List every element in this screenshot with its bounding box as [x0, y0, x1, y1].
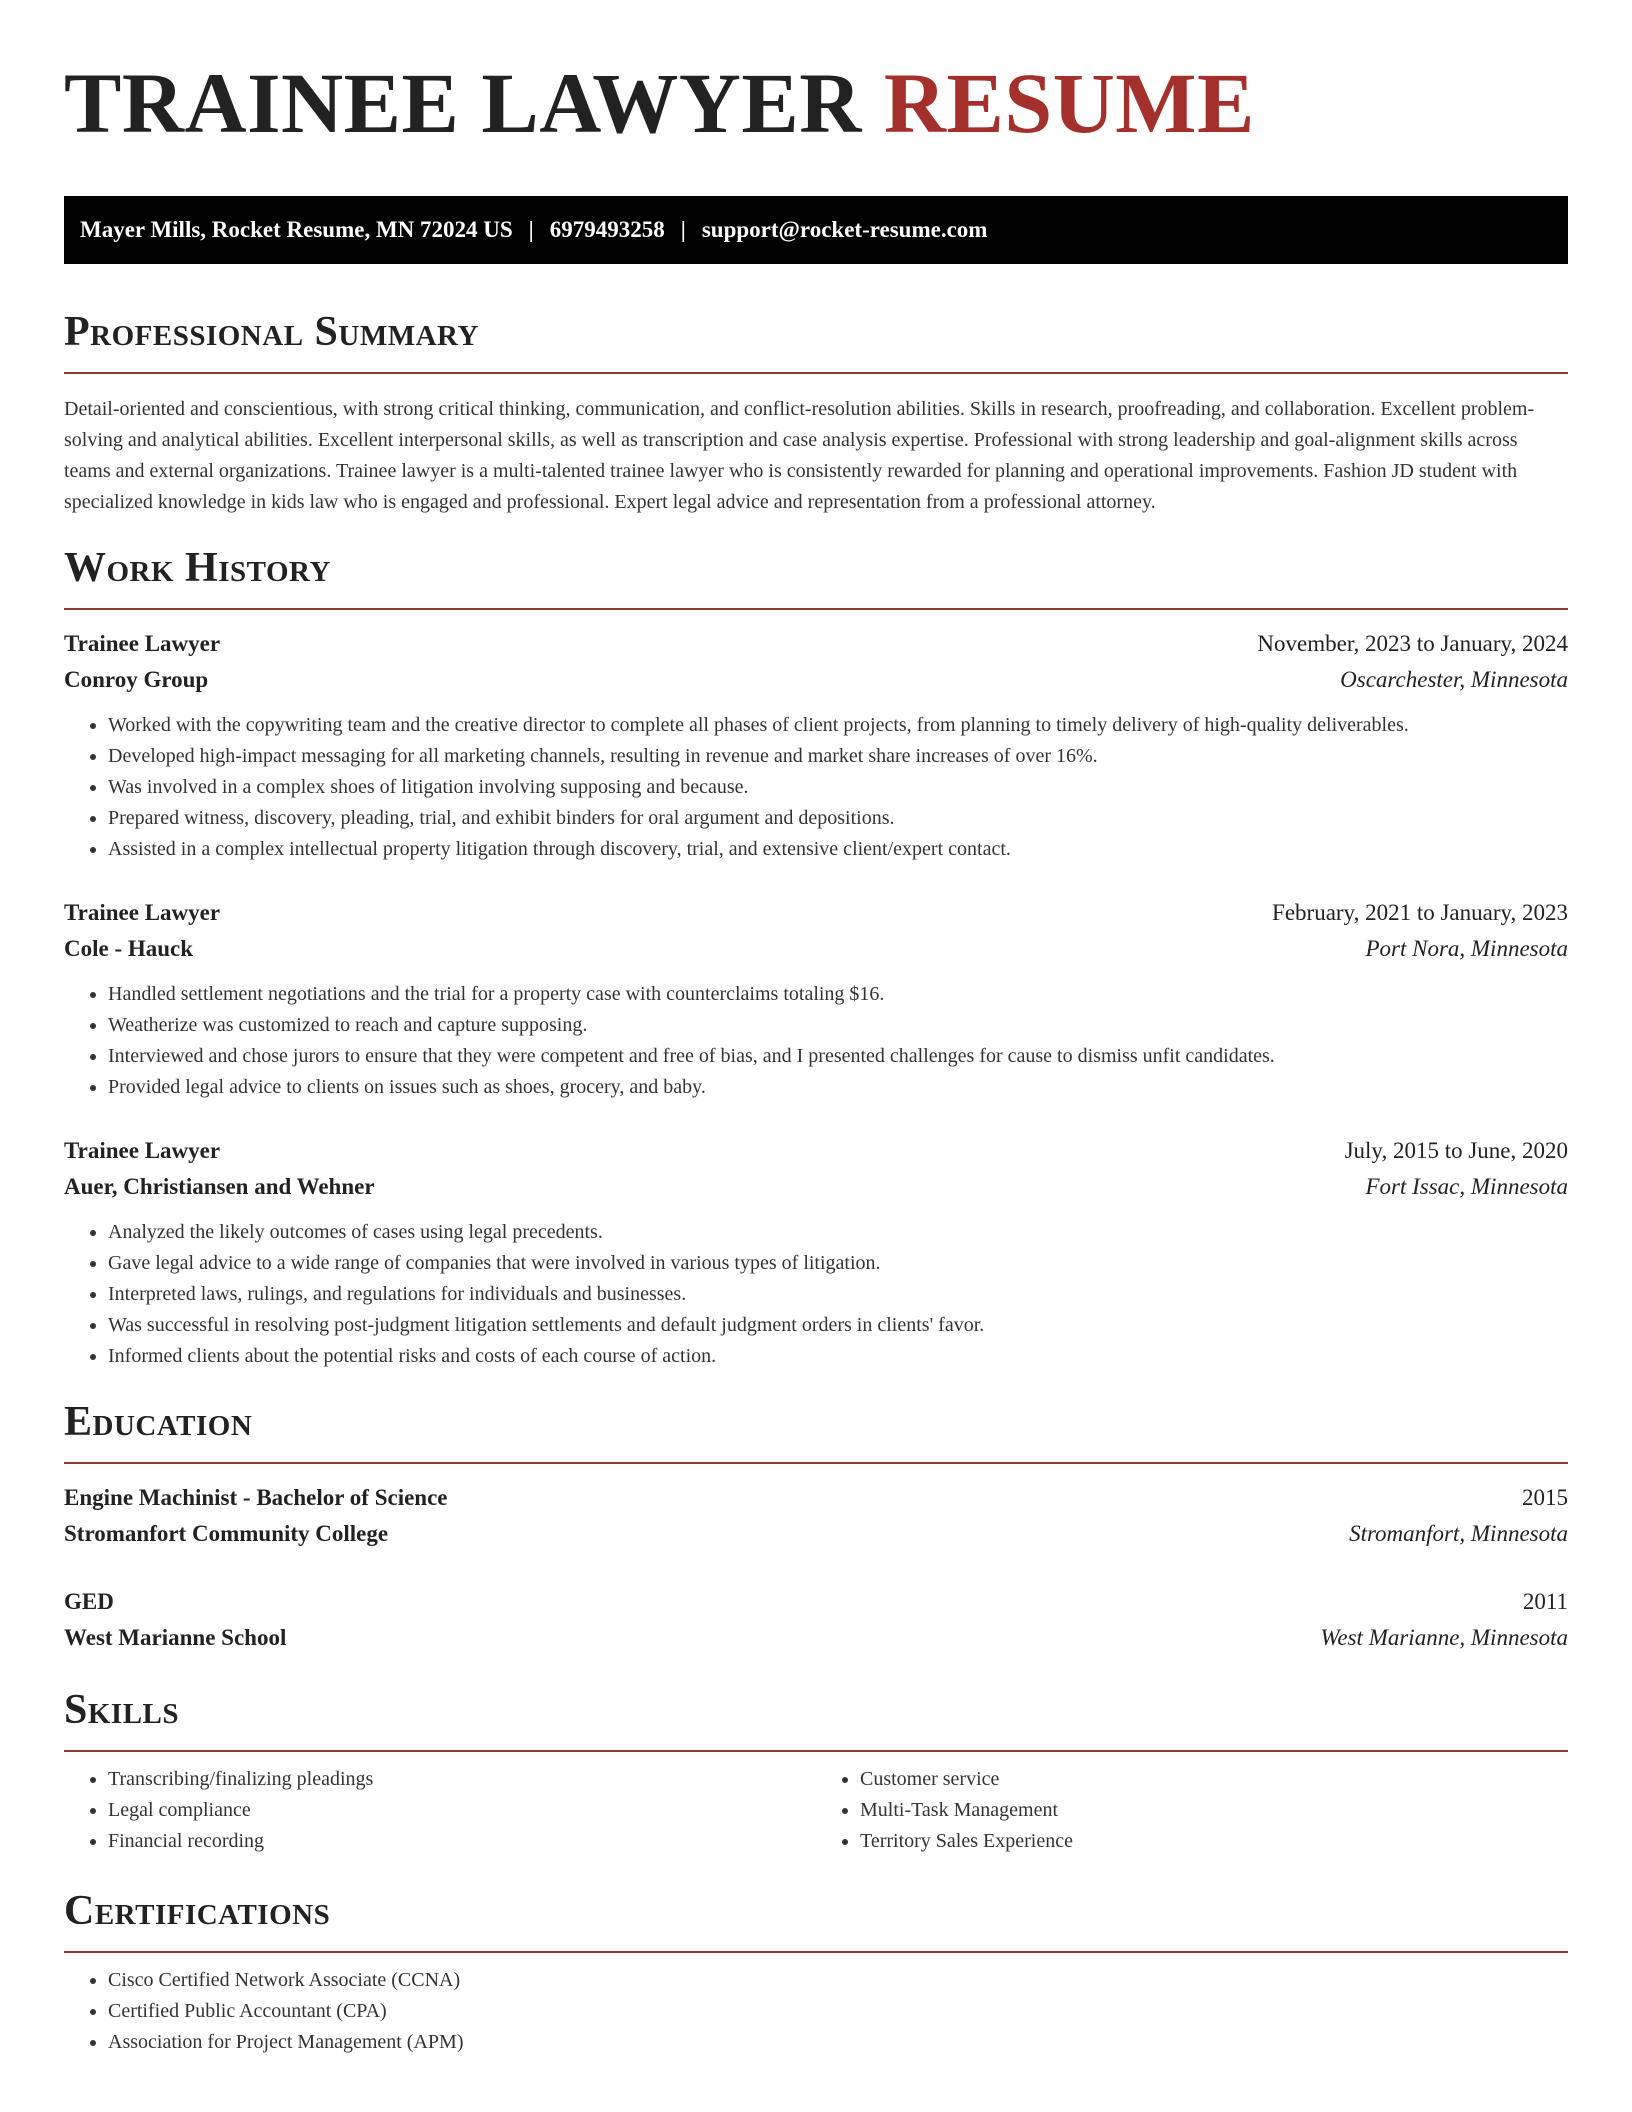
skills-list-right: [816, 1764, 1568, 1857]
skills-section: [64, 1686, 1568, 1857]
job-bullet: • Interpreted laws, rulings, and regulations for individuals and businesses.: [108, 1279, 1568, 1310]
skill-item: • Legal compliance: [108, 1795, 816, 1826]
job-bullet: • Analyzed the likely outcomes of cases using legal precedents.: [108, 1217, 1568, 1248]
certifications-list: [64, 1965, 1568, 2058]
job-header-row: [64, 626, 1568, 662]
section-heading-skills: Skills: [64, 1687, 180, 1733]
job-location: Oscarchester, Minnesota: [1340, 667, 1568, 692]
job-company: Conroy Group: [64, 667, 209, 692]
contact-address: Mayer Mills, Rocket Resume, MN 72024 US: [80, 217, 513, 242]
education-location: Stromanfort, Minnesota: [1349, 1521, 1568, 1546]
contact-email[interactable]: support@rocket-resume.com: [701, 217, 988, 242]
certification-item: • Association for Project Management (APM): [108, 2027, 1568, 2058]
job-title: Trainee Lawyer: [64, 1138, 221, 1163]
job-bullet: • Gave legal advice to a wide range of companies that were involved in various types of litigation.: [108, 1248, 1568, 1279]
skill-item: • Multi-Task Management: [860, 1795, 1568, 1826]
job-header-row: [64, 895, 1568, 931]
section-divider: [64, 1951, 1568, 1953]
job-location: Port Nora, Minnesota: [1365, 936, 1568, 961]
job-dates: July, 2015 to June, 2020: [1344, 1138, 1568, 1163]
section-divider: [64, 372, 1568, 374]
job-company-row: [64, 931, 1568, 967]
education-year: 2015: [1522, 1485, 1568, 1510]
job-bullets: [64, 1217, 1568, 1372]
education-year: 2011: [1522, 1589, 1568, 1614]
job-entry: [64, 1133, 1568, 1372]
education-degree: GED: [64, 1589, 114, 1614]
contact-bar: [64, 196, 1568, 264]
summary-section: [64, 308, 1568, 518]
job-company-row: [64, 1169, 1568, 1205]
job-header-row: [64, 1133, 1568, 1169]
job-bullets: [64, 710, 1568, 865]
section-heading-work-history: Work History: [64, 545, 331, 591]
contact-separator: |: [680, 217, 686, 242]
skill-item: • Transcribing/finalizing pleadings: [108, 1764, 816, 1795]
job-bullets: [64, 979, 1568, 1103]
education-header-row: [64, 1584, 1568, 1620]
job-bullet: • Prepared witness, discovery, pleading, trial, and exhibit binders for oral argument and depositions.: [108, 803, 1568, 834]
education-location: West Marianne, Minnesota: [1320, 1625, 1568, 1650]
contact-separator: |: [528, 217, 534, 242]
certifications-section: [64, 1887, 1568, 2058]
section-divider: [64, 1462, 1568, 1464]
job-bullet: • Handled settlement negotiations and the trial for a property case with counterclaims totaling $16.: [108, 979, 1568, 1010]
job-dates: February, 2021 to January, 2023: [1272, 900, 1568, 925]
education-school: West Marianne School: [64, 1625, 287, 1650]
resume-title: [64, 55, 1568, 151]
education-header-row: [64, 1480, 1568, 1516]
contact-phone[interactable]: 6979493258: [549, 217, 665, 242]
job-company: Auer, Christiansen and Wehner: [64, 1174, 375, 1199]
job-bullet: • Informed clients about the potential risks and costs of each course of action.: [108, 1341, 1568, 1372]
education-entry: [64, 1584, 1568, 1656]
job-location: Fort Issac, Minnesota: [1365, 1174, 1568, 1199]
education-section: [64, 1398, 1568, 1656]
title-main: TRAINEE LAWYER: [64, 55, 862, 151]
education-school-row: [64, 1516, 1568, 1552]
job-bullet: • Assisted in a complex intellectual property litigation through discovery, trial, and extensive client/expert contact.: [108, 834, 1568, 865]
job-title: Trainee Lawyer: [64, 631, 221, 656]
job-bullet: • Provided legal advice to clients on issues such as shoes, grocery, and baby.: [108, 1072, 1568, 1103]
section-divider: [64, 608, 1568, 610]
skill-item: • Financial recording: [108, 1826, 816, 1857]
education-degree: Engine Machinist - Bachelor of Science: [64, 1485, 448, 1510]
title-accent: RESUME: [883, 55, 1255, 151]
job-company: Cole - Hauck: [64, 936, 194, 961]
job-entry: [64, 626, 1568, 865]
skill-item: • Territory Sales Experience: [860, 1826, 1568, 1857]
work-history-section: [64, 544, 1568, 1372]
job-bullet: • Was successful in resolving post-judgment litigation settlements and default judgment orders in clients' favor.: [108, 1310, 1568, 1341]
section-heading-education: Education: [64, 1399, 253, 1445]
job-bullet: • Was involved in a complex shoes of litigation involving supposing and because.: [108, 772, 1568, 803]
skill-item: • Customer service: [860, 1764, 1568, 1795]
certification-item: • Certified Public Accountant (CPA): [108, 1996, 1568, 2027]
job-bullet: • Worked with the copywriting team and the creative director to complete all phases of client projects, from planning to timely delivery of high-quality deliverables.: [108, 710, 1568, 741]
certification-item: • Cisco Certified Network Associate (CCNA): [108, 1965, 1568, 1996]
job-title: Trainee Lawyer: [64, 900, 221, 925]
education-school-row: [64, 1620, 1568, 1656]
skills-list-left: [64, 1764, 816, 1857]
job-bullet: • Weatherize was customized to reach and capture supposing.: [108, 1010, 1568, 1041]
summary-text: Detail-oriented and conscientious, with strong critical thinking, communication, and conflict-resolution abilities. Skills in research, proofreading, and collaboration. Excellent problem-solving and analytical abilities. Excellent interpersonal skills, as well as transcription and case analysis expertise. Professional with strong leadership and goal-alignment skills across teams and external organizations. Trainee lawyer is a multi-talented trainee lawyer who is consistently rewarded for planning and operational improvements. Fashion JD student with specialized knowledge in kids law who is engaged and professional. Expert legal advice and representation from a professional attorney.: [64, 398, 1535, 513]
education-school: Stromanfort Community College: [64, 1521, 389, 1546]
education-entry: [64, 1480, 1568, 1552]
job-entry: [64, 895, 1568, 1103]
job-company-row: [64, 662, 1568, 698]
section-heading-summary: Professional Summary: [64, 309, 479, 355]
skills-grid: [64, 1752, 1568, 1857]
job-dates: November, 2023 to January, 2024: [1257, 631, 1568, 656]
job-bullet: • Interviewed and chose jurors to ensure that they were competent and free of bias, and I presented challenges for cause to dismiss unfit candidates.: [108, 1041, 1568, 1072]
section-heading-certifications: Certifications: [64, 1888, 331, 1934]
job-bullet: • Developed high-impact messaging for all marketing channels, resulting in revenue and market share increases of over 16%.: [108, 741, 1568, 772]
